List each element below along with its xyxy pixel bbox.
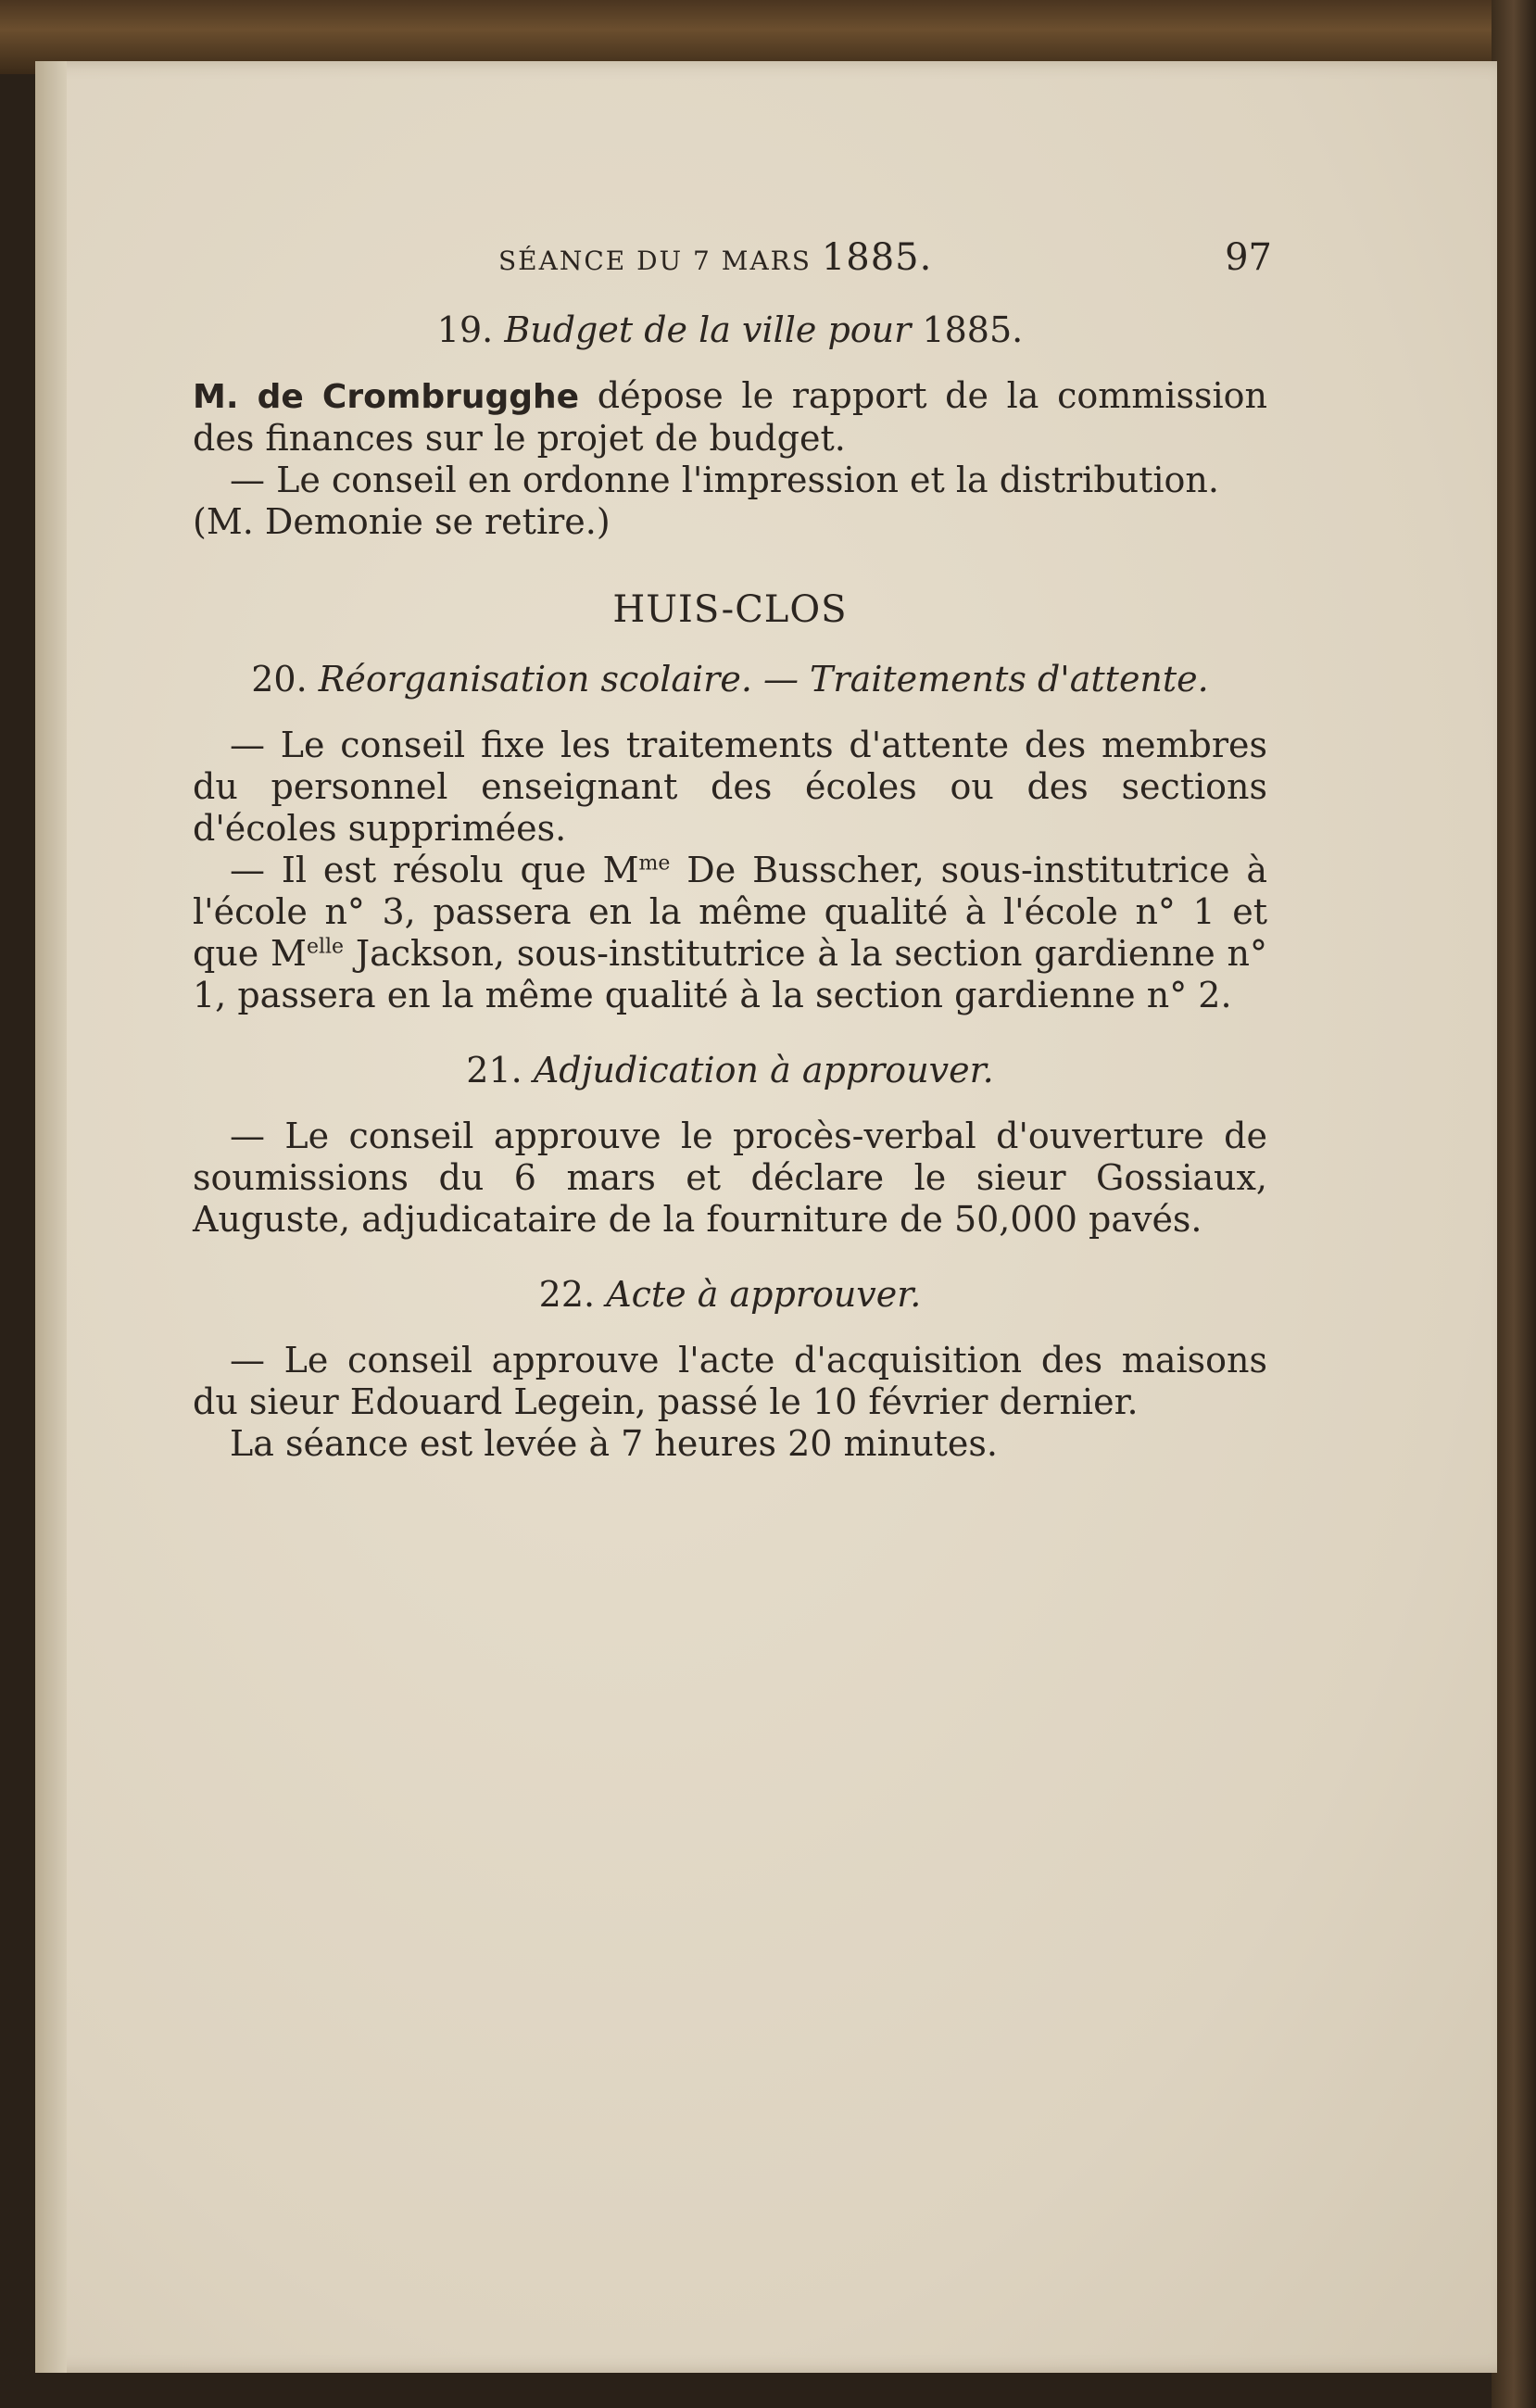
page-gutter bbox=[35, 61, 67, 2373]
header-title-prefix: SÉANCE DU 7 MARS bbox=[498, 246, 822, 276]
section-21-title: Adjudication à approuver. bbox=[533, 1050, 994, 1091]
section-19-heading bbox=[193, 309, 1267, 351]
section-19-paragraph-2: — Le conseil en ordonne l'impression et la distribution. bbox=[230, 460, 1219, 500]
header-title bbox=[498, 237, 932, 282]
section-20-text-b: De Busscher, sous-institutrice à l'école n° 3, passera en la même qualité à l'école n° 1 et que M bbox=[193, 850, 1267, 974]
huis-clos-heading: HUIS-CLOS bbox=[612, 588, 848, 631]
section-22-paragraph-2: La séance est levée à 7 heures 20 minutes. bbox=[230, 1423, 999, 1464]
section-22-number: 22. bbox=[538, 1274, 596, 1315]
speaker-name: M. de Crombrugghe bbox=[193, 378, 580, 416]
section-19-paragraph-1 bbox=[193, 375, 1267, 460]
section-19-year: 1885. bbox=[922, 309, 1024, 350]
section-20-number: 20. bbox=[251, 659, 308, 700]
page-number: 97 bbox=[1225, 236, 1272, 279]
sup-elle: elle bbox=[306, 935, 345, 959]
section-20-title: Réorganisation scolaire. — Traitements d'attente. bbox=[318, 659, 1209, 700]
running-header bbox=[193, 236, 1272, 293]
section-20-paragraph-2 bbox=[193, 850, 1267, 1016]
section-21-paragraph-1: — Le conseil approuve le procès-verbal d'ouverture de soumissions du 6 mars et déclare le sieur Gossiaux, Auguste, adjudicataire de la fourniture de 50,000 pavés. bbox=[193, 1116, 1267, 1240]
section-19-text-1: dépose le rapport de la commission des finances sur le projet de budget. bbox=[193, 375, 1267, 459]
section-22-paragraph-1: — Le conseil approuve l'acte d'acquisition des maisons du sieur Edouard Legein, passé le 10 février dernier. bbox=[193, 1340, 1267, 1422]
book-edge-right bbox=[1492, 0, 1536, 2408]
section-22-title: Acte à approuver. bbox=[606, 1274, 922, 1315]
header-title-year: 1885. bbox=[821, 236, 933, 279]
section-20-text-a: — Il est résolu que M bbox=[230, 850, 639, 890]
section-20-heading bbox=[193, 659, 1267, 700]
section-19-title: Budget de la ville pour bbox=[504, 309, 912, 350]
section-22-heading bbox=[193, 1274, 1267, 1316]
page-content bbox=[193, 236, 1272, 1465]
section-20-paragraph-1: — Le conseil fixe les traitements d'attente des membres du personnel enseignant des écoles ou des sections d'écoles supprimées. bbox=[193, 725, 1267, 849]
sup-me: me bbox=[638, 851, 671, 876]
book-page bbox=[35, 61, 1497, 2373]
section-19-number: 19. bbox=[436, 309, 494, 350]
section-21-heading bbox=[193, 1050, 1267, 1091]
section-19-paragraph-3: (M. Demonie se retire.) bbox=[193, 501, 611, 542]
section-21-number: 21. bbox=[466, 1050, 522, 1091]
section-20-text-c: Jackson, sous-institutrice à la section gardienne n° 1, passera en la même qualité à la section gardienne n° 2. bbox=[193, 933, 1267, 1015]
